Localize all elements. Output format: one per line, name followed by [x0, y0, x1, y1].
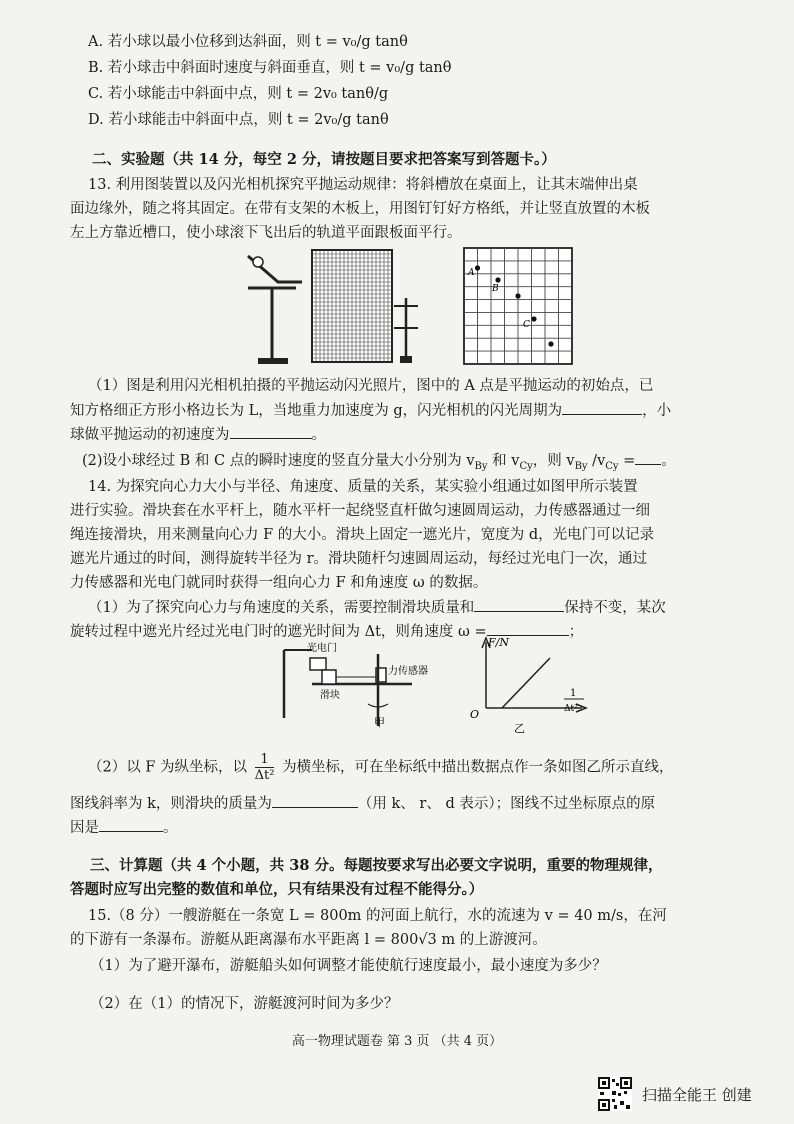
q14-line4: 遮光片通过的时间，测得旋转半径为 r。滑块随杆匀速圆周运动，每经过光电门一次，通过: [70, 551, 648, 567]
option-d: D. 若小球能击中斜面中点，则 t = 2v₀/g tanθ: [88, 112, 389, 128]
q14-p2-line3: 因是 。: [70, 817, 178, 838]
q15-line2: 的下游有一条瀑布。游艇从距离瀑布水平距离 l = 800√3 m 的上游渡河。: [70, 932, 547, 948]
q13-p1-line3: 球做平抛运动的初速度为 。: [70, 424, 326, 445]
ylabel: F/N: [488, 636, 509, 649]
q14-line5: 力传感器和光电门就同时获得一组向心力 F 和角速度 ω 的数据。: [70, 575, 488, 591]
q15-sub1: （1）为了避开瀑布，游艇船头如何调整才能使航行速度最小，最小速度为多少？: [90, 958, 607, 974]
q14-p1-line2: 旋转过程中遮光片经过光电门时的遮光时间为 Δt，则角速度 ω = ；: [70, 621, 583, 642]
point-b-dot: [495, 277, 500, 282]
q14-line3: 绳连接滑块，用来测量向心力 F 的大小。滑块上固定一遮光片，宽度为 d，光电门可以记录: [70, 527, 655, 543]
q14-p2-line1: （2）以 F 为纵坐标，以 $\frac{1}{\text{Δt²}}$ 为横坐标，可在坐标纸中描出数据点作一条如图乙所示直线，: [88, 752, 674, 783]
q15-line1: 15.（8 分）一艘游艇在一条宽 L = 800m 的河面上航行，水的流速为 v = 40 m/s，在河: [88, 908, 667, 924]
qr-code-icon: [598, 1077, 632, 1111]
option-a: A. 若小球以最小位移到达斜面，则 t = v₀/g tanθ: [88, 34, 408, 50]
caption-jia: 甲: [374, 716, 385, 729]
section3-header-1: 三、计算题（共 4 个小题，共 38 分。每题按要求写出必要文字说明，重要的物理规律，: [90, 857, 663, 874]
q13-apparatus-figure: [240, 244, 436, 370]
label-a: A: [468, 268, 475, 278]
label-c: C: [523, 320, 530, 330]
fit-line: [502, 658, 550, 708]
q15-sub2: （2）在（1）的情况下，游艇渡河时间为多少？: [90, 996, 399, 1012]
point-flash-dot: [548, 341, 553, 346]
label-b: B: [492, 284, 499, 294]
q14-line2: 进行实验。滑块套在水平杆上，随水平杆一起绕竖直杆做匀速圆周运动，力传感器通过一细: [70, 503, 650, 519]
point-flash-dot: [515, 293, 520, 298]
xlabel-den: Δt²: [564, 704, 578, 714]
xlabel-num: 1: [570, 688, 577, 699]
caption-yi: 乙: [514, 722, 525, 735]
label-lichuanganqi: 力传感器: [388, 666, 428, 677]
section2-header: 二、实验题（共 14 分，每空 2 分，请按题目要求把答案写到答题卡。）: [92, 151, 556, 168]
q14-line1: 14. 为探究向心力大小与半径、角速度、质量的关系，某实验小组通过如图甲所示装置: [88, 479, 638, 495]
origin-label: O: [470, 708, 480, 721]
point-a-dot: [475, 265, 480, 270]
point-c-dot: [531, 316, 536, 321]
q13-intro-3: 左上方靠近槽口，使小球滚下飞出后的轨道平面跟板面平行。: [70, 225, 462, 241]
q14-p1-line1: （1）为了探究向心力与角速度的关系，需要控制滑块质量和 保持不变，某次: [88, 597, 666, 618]
q13-p2: (2)设小球经过 B 和 C 点的瞬时速度的竖直分量大小分别为 $v_{By}$ 和 $v_{Cy}$，则 $v_{By}$ $/v_{Cy}$ = 。: [82, 450, 676, 477]
q14-figure-yi: [466, 634, 596, 740]
q14-figure-jia: [272, 640, 442, 730]
q13-flash-photo-grid: [462, 246, 576, 368]
option-b: B. 若小球击中斜面时速度与斜面垂直，则 t = v₀/g tanθ: [88, 60, 452, 76]
page-footer: 高一物理试题卷 第 3 页 （共 4 页）: [291, 1034, 503, 1049]
label-guangdianmen: 光电门: [307, 643, 337, 654]
q13-p1-line2: 知方格细正方形小格边长为 L，当地重力加速度为 g，闪光相机的闪光周期为 ，小: [70, 400, 671, 421]
q14-p2-line2: 图线斜率为 k，则滑块的质量为 （用 k、 r、 d 表示）；图线不过坐标原点的原: [70, 793, 655, 814]
section3-header-2: 答题时应写出完整的数值和单位，只有结果没有过程不能得分。）: [70, 881, 484, 898]
q13-intro-1: 13. 利用图装置以及闪光相机探究平抛运动规律：将斜槽放在桌面上，让其末端伸出桌: [88, 177, 638, 193]
scanner-watermark: 扫描全能王 创建: [642, 1086, 752, 1104]
label-huakuai: 滑块: [320, 690, 340, 701]
q13-intro-2: 面边缘外，随之将其固定。在带有支架的木板上，用图钉钉好方格纸，并让竖直放置的木板: [70, 201, 650, 217]
q13-p1-line1: （1）图是利用闪光相机拍摄的平抛运动闪光照片，图中的 A 点是平抛运动的初始点，已: [88, 378, 654, 394]
option-c: C. 若小球能击中斜面中点，则 t = 2v₀ tanθ/g: [88, 86, 389, 102]
